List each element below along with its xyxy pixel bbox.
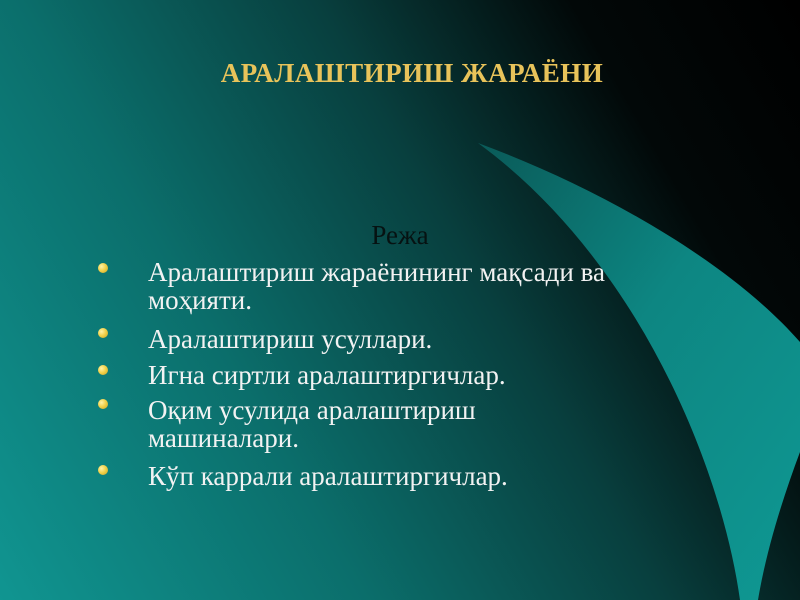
list-item-line: Игна сиртли аралаштиргичлар. [148, 360, 506, 390]
list-item-line: Кўп каррали аралаштиргичлар. [148, 461, 508, 491]
list-item-line: Аралаштириш усуллари. [148, 324, 433, 354]
list-item-line: Аралаштириш жараёнининг мақсади ва [148, 257, 605, 287]
slide-title: АРАЛАШТИРИШ ЖАРАЁНИ [220, 58, 604, 88]
list-item-line: моҳияти. [148, 285, 252, 315]
bullet-dot-icon [98, 399, 108, 409]
bullet-dot-icon [98, 465, 108, 475]
slide-subtitle: Режа [371, 220, 429, 250]
bullet-dot-icon [98, 365, 108, 375]
swoosh-band [478, 143, 800, 600]
list-item-line: Оқим усулида аралаштириш [148, 395, 476, 425]
bullet-dot-icon [98, 328, 108, 338]
list-item-line: машиналари. [148, 423, 299, 453]
bullet-dot-icon [98, 263, 108, 273]
